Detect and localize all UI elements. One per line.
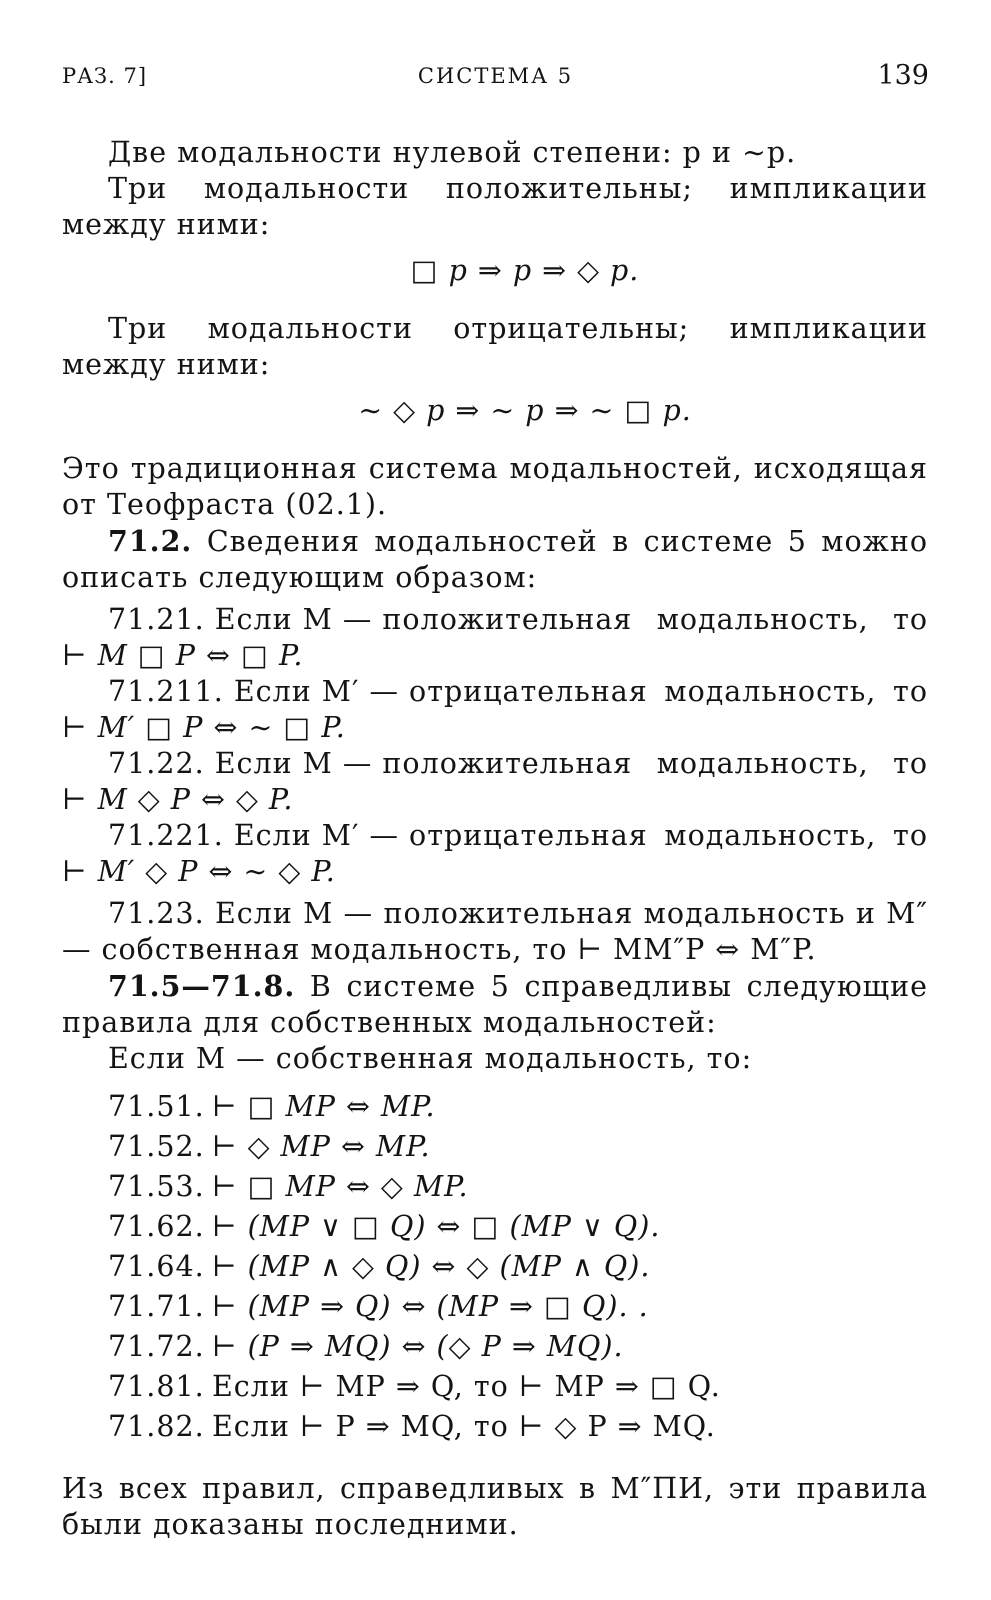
paragraph-text: В системе 5 справедливы следующие правила для собственных модальностей: (62, 970, 928, 1039)
list-item: 71.51. ⊢ □ MP ⇔ MP. (108, 1090, 436, 1123)
rule-item: 71.22. Если M — положительная модальность, то ⊢ M ◇ P ⇔ ◇ P. (62, 747, 928, 816)
paragraph: Две модальности нулевой степени: p и ∼p. (108, 136, 797, 169)
section-ref: РАЗ. 7] (62, 64, 148, 88)
paragraph-text: Сведения модальностей в системе 5 можно описать следующим образом: (62, 525, 929, 594)
paragraph (62, 523, 928, 596)
formula: □ p ⇒ p ⇒ ◇ p. (410, 254, 640, 287)
list-item: 71.62. ⊢ (MP ∨ □ Q) ⇔ □ (MP ∨ Q). (108, 1210, 661, 1243)
paragraph: Если M — собственная модальность, то: (108, 1042, 753, 1075)
list-item: 71.71. ⊢ (MP ⇒ Q) ⇔ (MP ⇒ □ Q). . (108, 1290, 649, 1323)
list-item: 71.52. ⊢ ◇ MP ⇔ MP. (108, 1130, 431, 1163)
paragraph-number: 71.5—71.8. (108, 969, 296, 1003)
paragraph: Три модальности положительны; импликации между ними: (62, 172, 928, 241)
rule-item: 71.211. Если M′ — отрицательная модальность, то ⊢ M′ □ P ⇔ ∼ □ P. (62, 675, 928, 744)
running-title: СИСТЕМА 5 (417, 64, 574, 88)
formula: ∼ ◇ p ⇒ ∼ p ⇒ ∼ □ p. (358, 394, 692, 427)
paragraph-number: 71.2. (108, 524, 193, 558)
paragraph: Из всех правил, справедливых в M″ПИ, эти правила были доказаны последними. (62, 1472, 928, 1541)
list-item: 71.64. ⊢ (MP ∧ ◇ Q) ⇔ ◇ (MP ∧ Q). (108, 1250, 651, 1283)
page-body (62, 135, 928, 1543)
list-item: 71.82. Если ⊢ P ⇒ MQ, то ⊢ ◇ P ⇒ MQ. (108, 1410, 716, 1443)
paragraph (62, 968, 928, 1041)
rules-list (62, 1087, 928, 1447)
list-item: 71.72. ⊢ (P ⇒ MQ) ⇔ (◇ P ⇒ MQ). (108, 1330, 624, 1363)
list-item: 71.53. ⊢ □ MP ⇔ ◇ MP. (108, 1170, 469, 1203)
rule-item: 71.221. Если M′ — отрицательная модальность, то ⊢ M′ ◇ P ⇔ ∼ ◇ P. (62, 819, 928, 888)
page-number: 139 (877, 60, 929, 91)
paragraph: Три модальности отрицательны; импликации между ними: (62, 312, 928, 381)
paragraph: 71.23. Если M — положительная модальность и M″ — собственная модальность, то ⊢ MM″P ⇔ M″P. (62, 897, 928, 966)
rule-item: 71.21. Если M — положительная модальность, то ⊢ M □ P ⇔ □ P. (62, 603, 928, 672)
paragraph: Это традиционная система модальностей, исходящая от Теофраста (02.1). (62, 452, 928, 521)
running-header (62, 60, 929, 100)
list-item: 71.81. Если ⊢ MP ⇒ Q, то ⊢ MP ⇒ □ Q. (108, 1370, 721, 1403)
